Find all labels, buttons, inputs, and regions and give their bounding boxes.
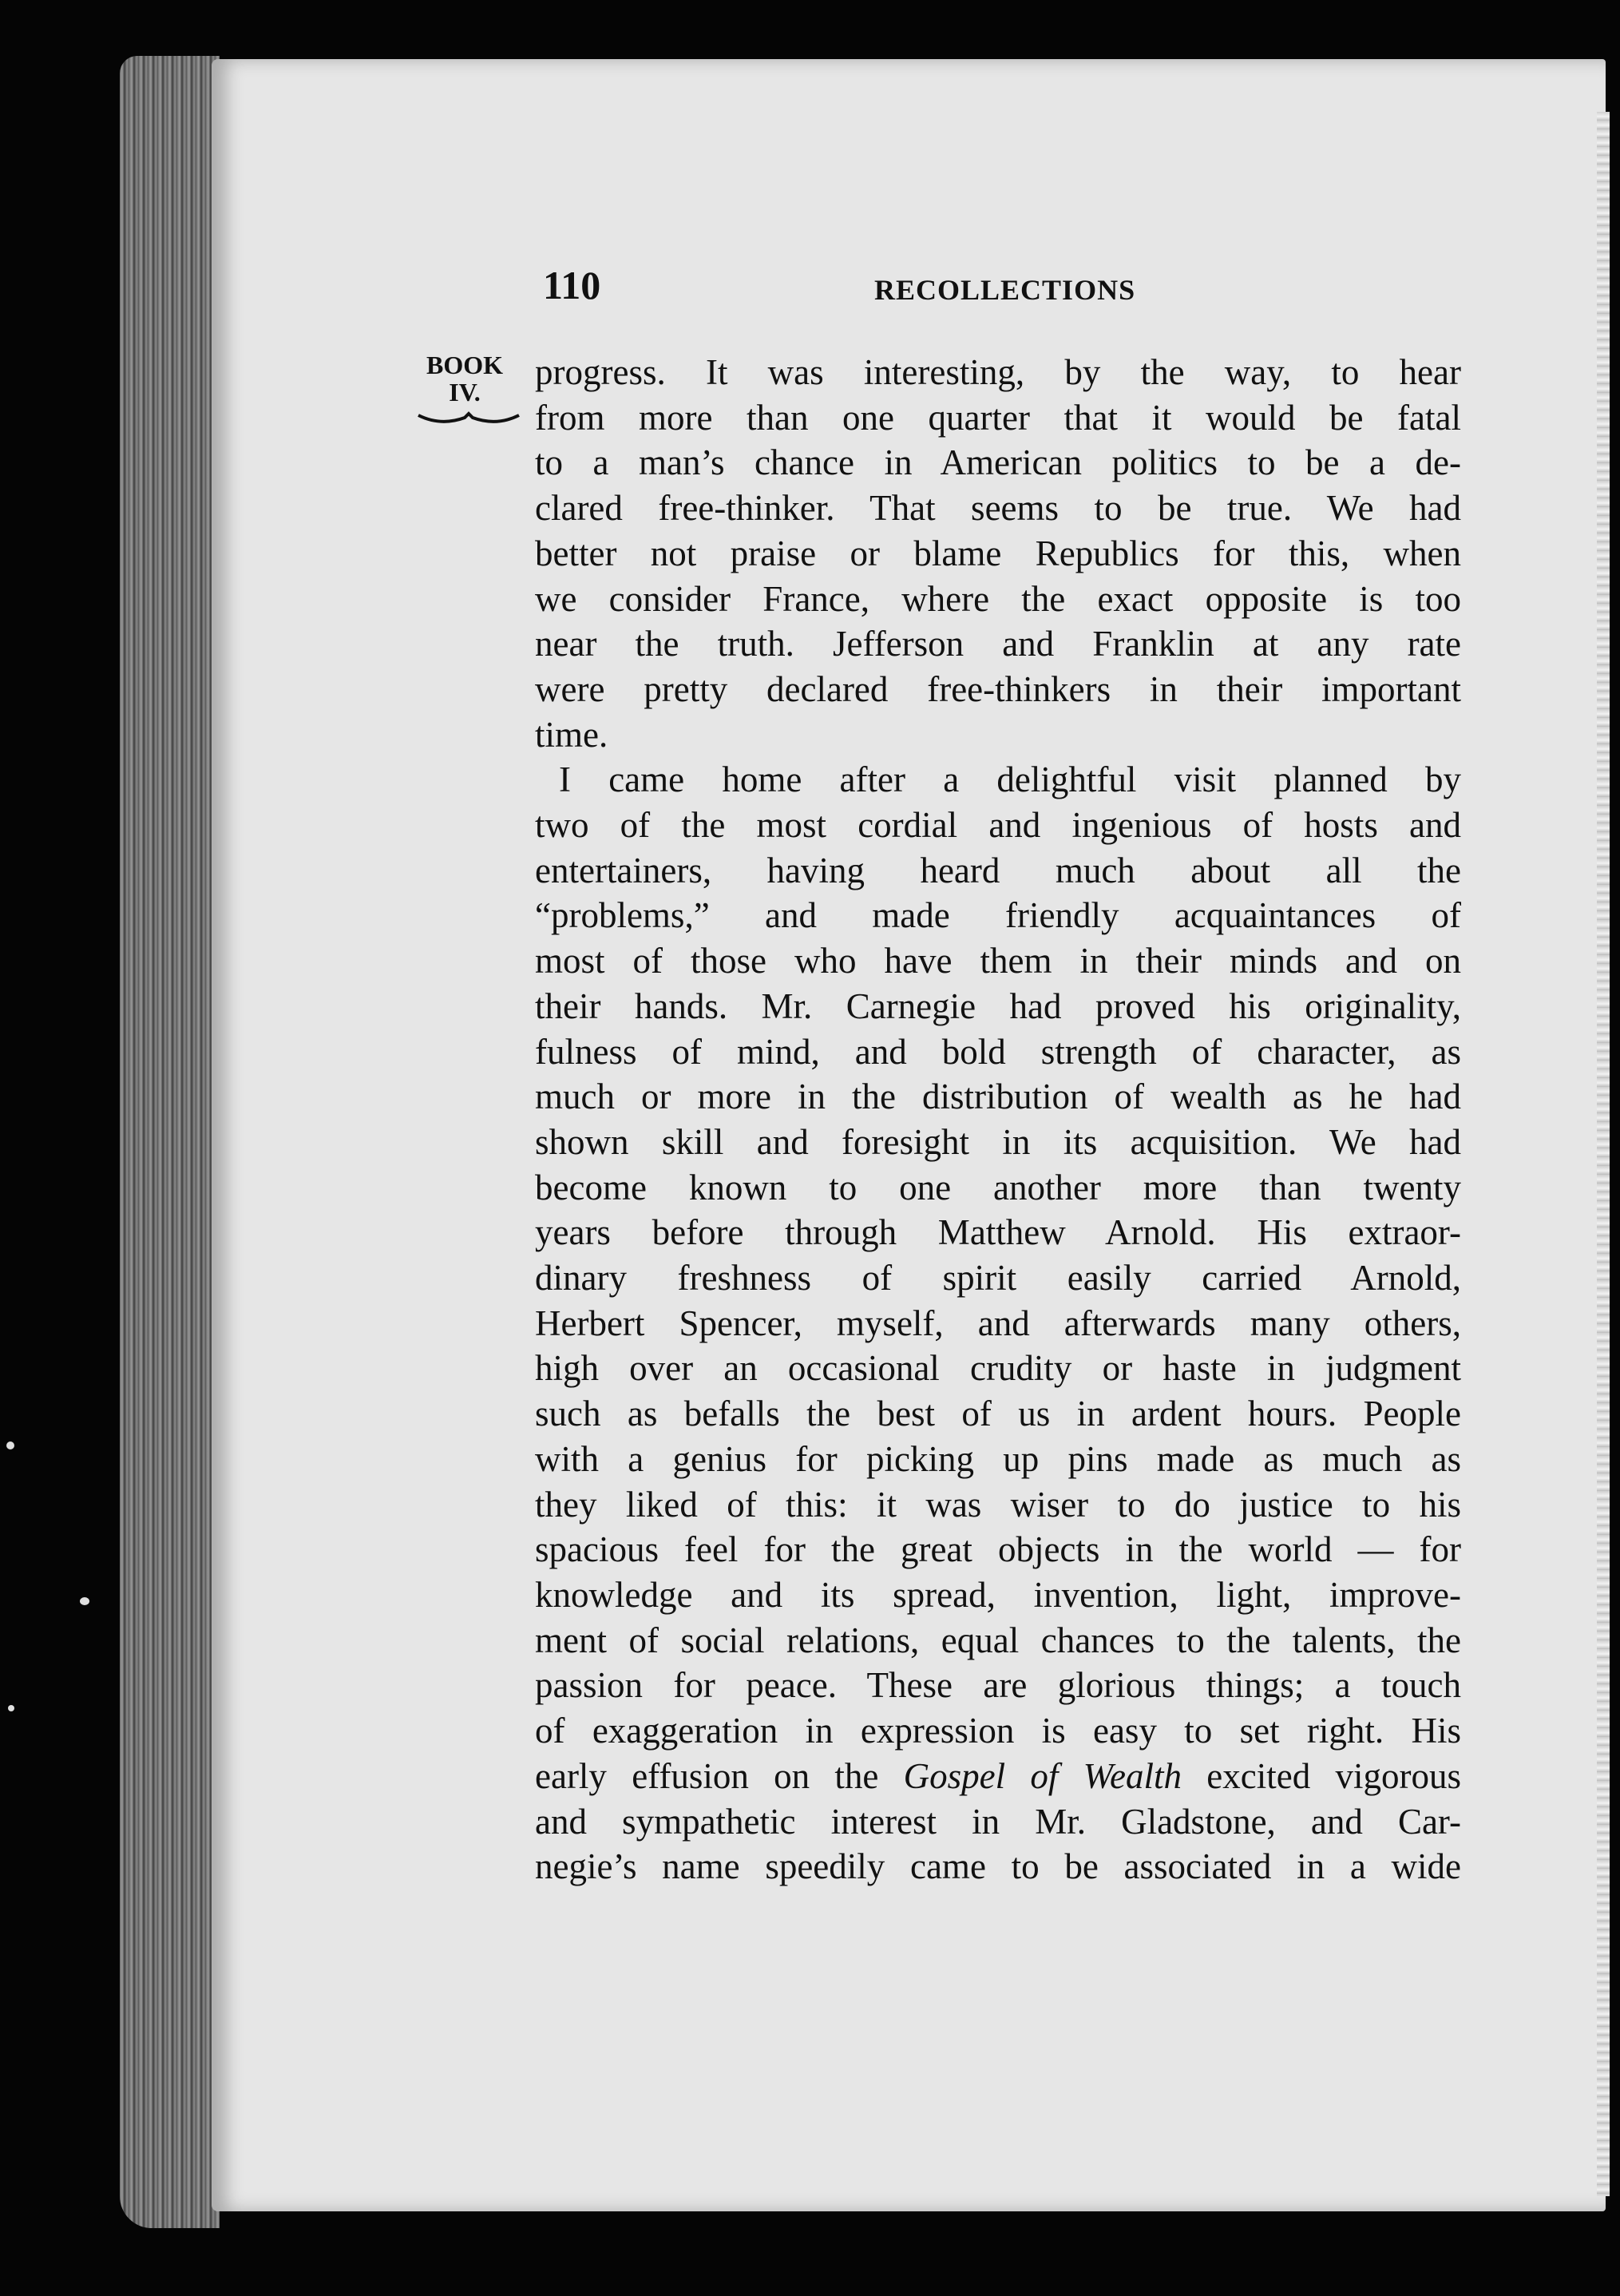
page-header bbox=[543, 262, 1421, 326]
book-spine-edge bbox=[120, 56, 220, 2228]
running-head: RECOLLECTIONS bbox=[874, 274, 1136, 306]
text-line: most of those who have them in their minds and on bbox=[535, 941, 1461, 981]
scan-speck bbox=[80, 1597, 89, 1605]
text-line: with a genius for picking up pins made as much as bbox=[535, 1438, 1461, 1479]
side-note-number: IV. bbox=[449, 378, 481, 406]
text-line: entertainers, having heard much about all the bbox=[535, 850, 1461, 890]
text-line: spacious feel for the great objects in the world — for bbox=[535, 1529, 1461, 1570]
text-line: much or more in the distribution of wealth as he had bbox=[535, 1077, 1461, 1117]
flourish-ornament-icon bbox=[417, 410, 521, 426]
text-line: of exaggeration in expression is easy to set right. His bbox=[535, 1711, 1461, 1751]
text-line: passion for peace. These are glorious things; a touch bbox=[535, 1665, 1461, 1706]
scan-speck bbox=[6, 1441, 14, 1449]
text-line: and sympathetic interest in Mr. Gladstone, and Car- bbox=[535, 1801, 1461, 1842]
text-line: high over an occasional crudity or haste in judgment bbox=[535, 1348, 1461, 1389]
text-line: time. bbox=[535, 714, 608, 755]
page-fore-edge bbox=[1597, 112, 1610, 2196]
text-line: near the truth. Jefferson and Franklin at any rate bbox=[535, 624, 1461, 664]
side-note-book: BOOK bbox=[426, 351, 503, 379]
page-number: 110 bbox=[543, 263, 601, 307]
text-line: negie’s name speedily came to be associated in a wide bbox=[535, 1846, 1461, 1887]
text-line: two of the most cordial and ingenious of hosts and bbox=[535, 805, 1461, 846]
text-line: shown skill and foresight in its acquisition. We had bbox=[535, 1121, 1461, 1162]
text-fragment: early effusion on the bbox=[535, 1755, 904, 1796]
text-line: they liked of this: it was wiser to do justice to his bbox=[535, 1484, 1461, 1525]
text-line: from more than one quarter that it would be fatal bbox=[535, 397, 1461, 438]
text-line: fulness of mind, and bold strength of character, as bbox=[535, 1031, 1461, 1072]
text-line: years before through Matthew Arnold. His extraor- bbox=[535, 1212, 1461, 1253]
text-line: dinary freshness of spirit easily carried Arnold, bbox=[535, 1258, 1461, 1299]
text-line: ment of social relations, equal chances to the talents, the bbox=[535, 1620, 1461, 1660]
side-note bbox=[417, 351, 513, 426]
book-title-italic: Gospel of Wealth bbox=[903, 1755, 1182, 1796]
body-text bbox=[535, 350, 1461, 1890]
text-line: such as befalls the best of us in ardent hours. People bbox=[535, 1394, 1461, 1434]
text-line: better not praise or blame Republics for this, when bbox=[535, 533, 1461, 573]
text-line: Herbert Spencer, myself, and afterwards many others, bbox=[535, 1303, 1461, 1343]
text-line: become known to one another more than twenty bbox=[535, 1167, 1461, 1207]
text-line: to a man’s chance in American politics to be a de- bbox=[535, 442, 1461, 483]
text-line-with-italic bbox=[535, 1754, 1461, 1799]
text-line: I came home after a delightful visit planned by bbox=[559, 759, 1461, 800]
text-line: progress. It was interesting, by the way, to hear bbox=[535, 352, 1461, 392]
text-fragment: excited vigorous bbox=[1182, 1755, 1461, 1796]
text-line: clared free-thinker. That seems to be true. We had bbox=[535, 488, 1461, 529]
scan-speck bbox=[8, 1705, 14, 1711]
text-line: knowledge and its spread, invention, light, improve- bbox=[535, 1574, 1461, 1615]
text-line: “problems,” and made friendly acquaintances of bbox=[535, 895, 1461, 936]
text-line: were pretty declared free-thinkers in their important bbox=[535, 668, 1461, 709]
text-line: we consider France, where the exact opposite is too bbox=[535, 578, 1461, 619]
text-line: their hands. Mr. Carnegie had proved his originality, bbox=[535, 985, 1461, 1026]
